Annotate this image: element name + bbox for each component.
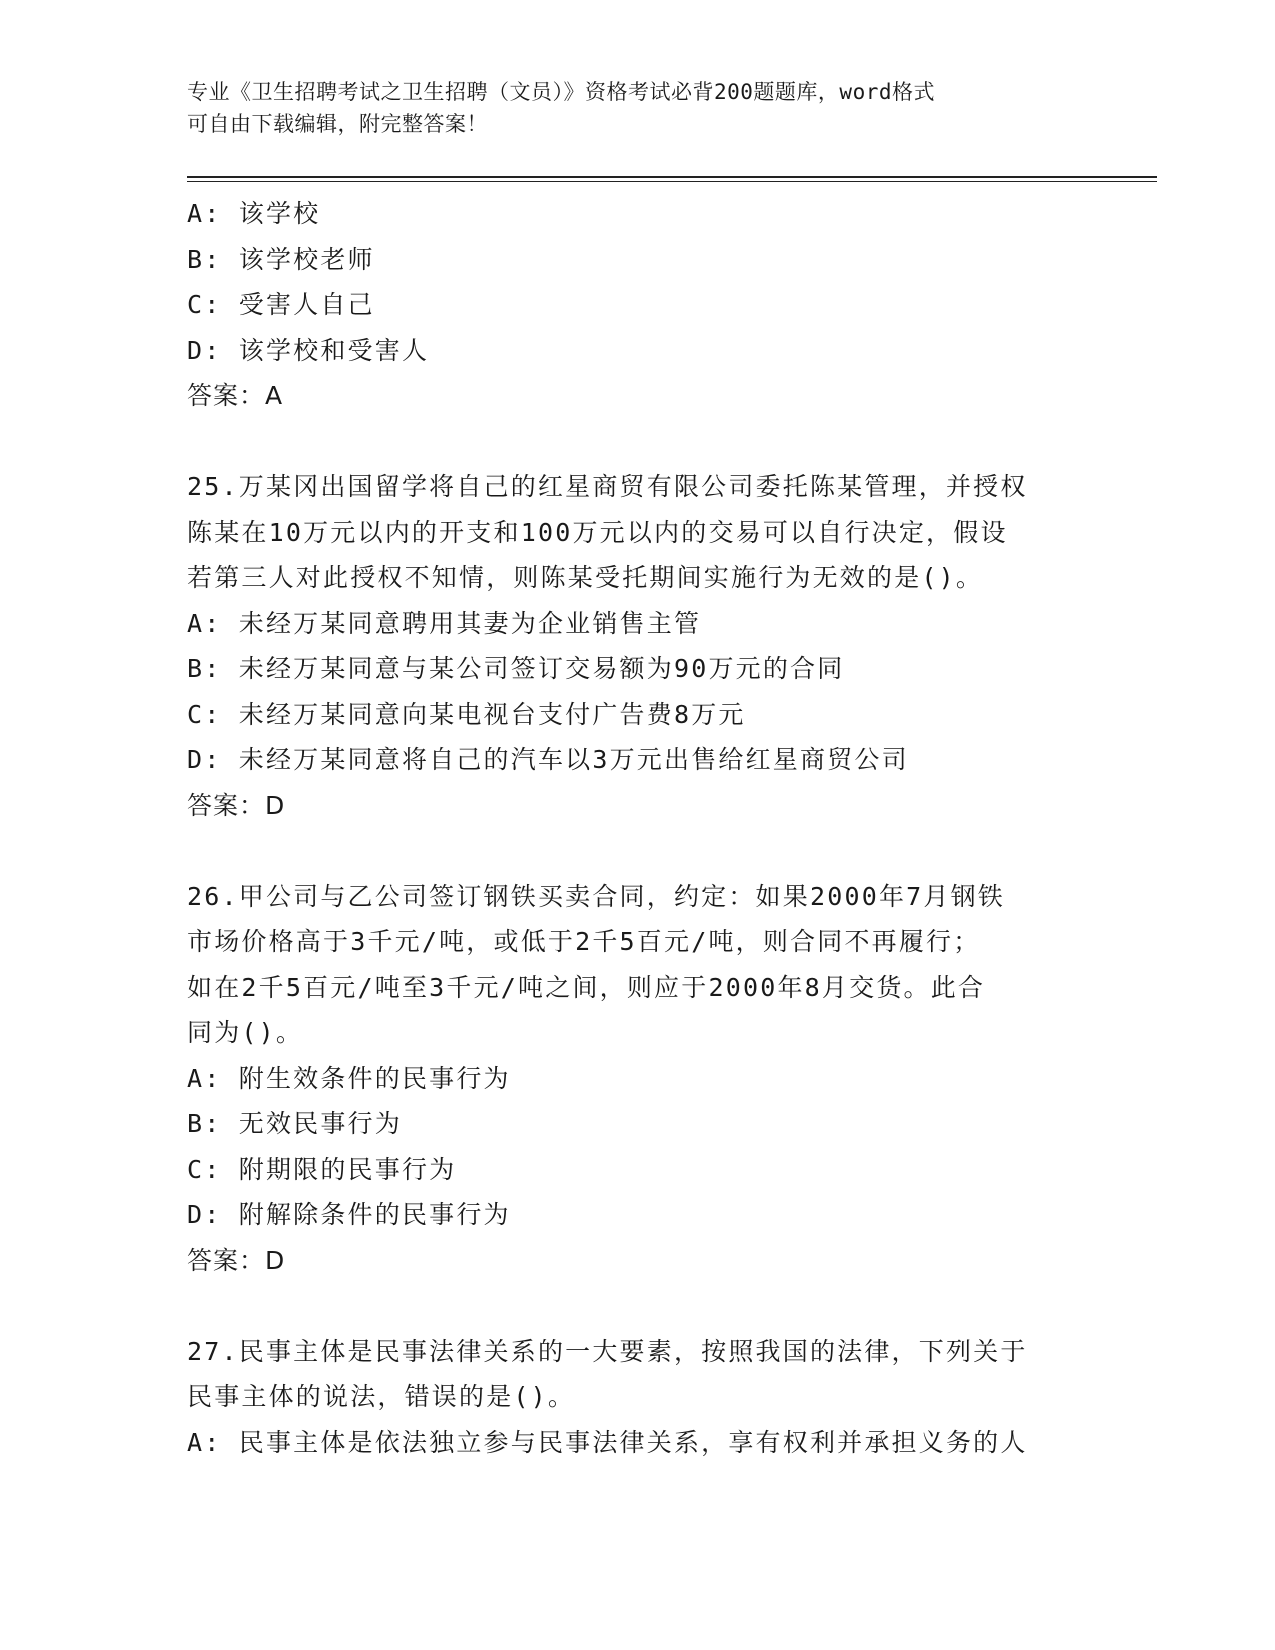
option-b: B: 无效民事行为 [187, 1109, 402, 1138]
question-content [187, 191, 1087, 1465]
option-b: B: 未经万某同意与某公司签订交易额为90万元的合同 [187, 654, 845, 683]
question-25 [187, 464, 1087, 828]
spacer [187, 1283, 1087, 1329]
header-line-1: 专业《卫生招聘考试之卫生招聘（文员）》资格考试必背200题题库，word格式 [187, 80, 935, 104]
question-stem-line: 同为()。 [187, 1018, 304, 1047]
answer: 答案：A [187, 381, 284, 410]
option-d: D: 该学校和受害人 [187, 335, 430, 365]
answer: 答案：D [187, 790, 286, 820]
option-d: D: 未经万某同意将自己的汽车以3万元出售给红星商贸公司 [187, 745, 909, 774]
option-a: A: 民事主体是依法独立参与民事法律关系，享有权利并承担义务的人 [187, 1427, 1028, 1457]
header-rule-thin [187, 181, 1157, 182]
question-stem-line: 27.民事主体是民事法律关系的一大要素，按照我国的法律，下列关于 [187, 1336, 1028, 1366]
question-stem-line: 民事主体的说法，错误的是()。 [187, 1382, 576, 1411]
option-b: B: 该学校老师 [187, 244, 375, 274]
question-stem-line: 市场价格高于3千元/吨，或低于2千5百元/吨，则合同不再履行； [187, 927, 981, 956]
spacer [187, 828, 1087, 874]
answer: 答案：D [187, 1245, 286, 1275]
spacer [187, 419, 1087, 465]
question-stem-line: 26.甲公司与乙公司签订钢铁买卖合同，约定：如果2000年7月钢铁 [187, 881, 1006, 911]
option-a: A: 该学校 [187, 199, 321, 228]
option-c: C: 附期限的民事行为 [187, 1154, 457, 1184]
question-stem-line: 如在2千5百元/吨至3千元/吨之间，则应于2000年8月交货。此合 [187, 972, 986, 1002]
option-c: C: 未经万某同意向某电视台支付广告费8万元 [187, 699, 746, 729]
question-stem-line: 陈某在10万元以内的开支和100万元以内的交易可以自行决定，假设 [187, 517, 1008, 547]
question-stem-line: 若第三人对此授权不知情，则陈某受托期间实施行为无效的是()。 [187, 563, 984, 592]
option-a: A: 未经万某同意聘用其妻为企业销售主管 [187, 608, 702, 638]
question-27 [187, 1329, 1087, 1466]
question-26 [187, 874, 1087, 1284]
option-d: D: 附解除条件的民事行为 [187, 1200, 511, 1229]
option-a: A: 附生效条件的民事行为 [187, 1063, 511, 1093]
header-rule-thick [187, 176, 1157, 178]
document-header [187, 76, 1067, 140]
header-line-2: 可自由下载编辑，附完整答案！ [187, 112, 488, 136]
question-24 [187, 191, 1087, 419]
question-stem-line: 25.万某冈出国留学将自己的红星商贸有限公司委托陈某管理，并授权 [187, 472, 1028, 501]
option-c: C: 受害人自己 [187, 290, 375, 319]
